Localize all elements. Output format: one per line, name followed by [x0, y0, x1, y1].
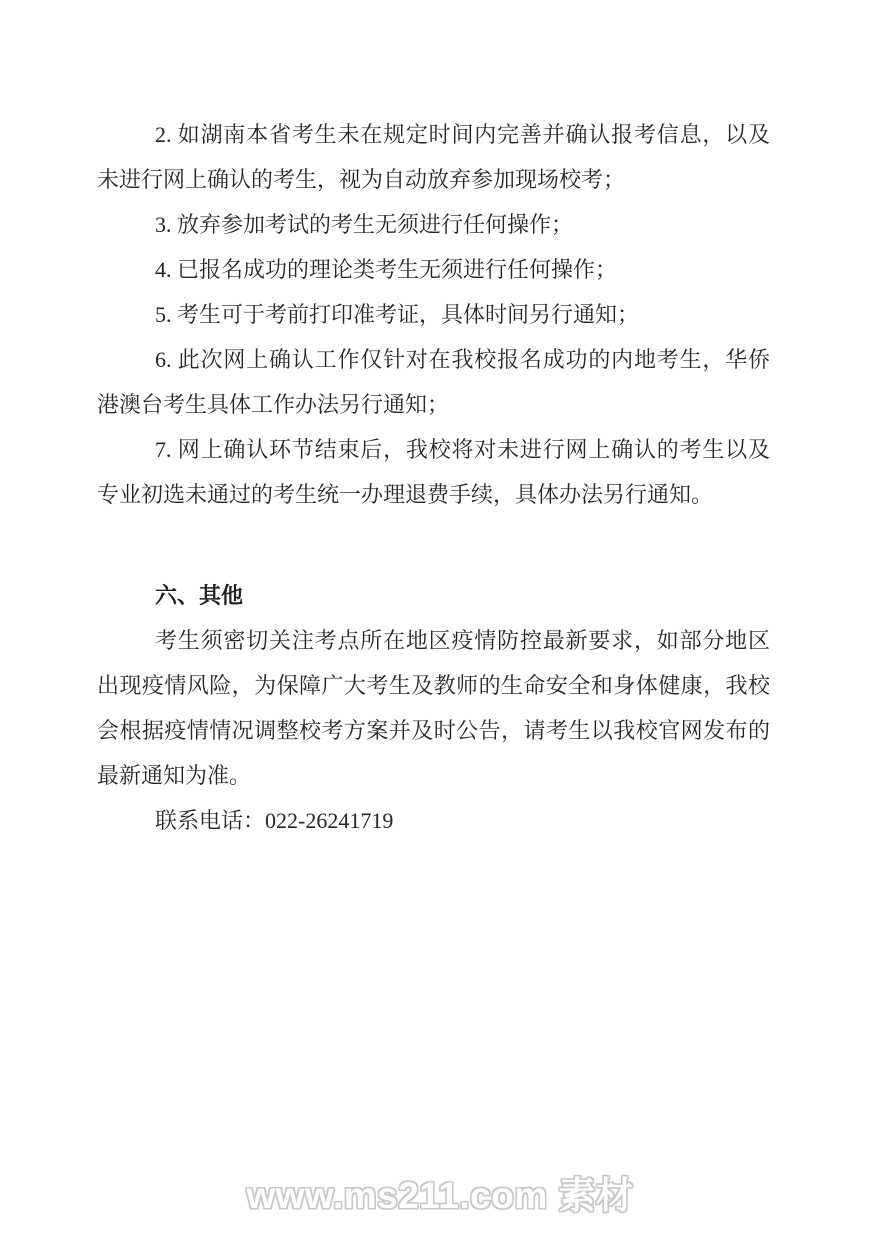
list-item-7: 7. 网上确认环节结束后，我校将对未进行网上确认的考生以及专业初选未通过的考生统一办理退费手续，具体办法另行通知。: [97, 437, 770, 507]
document-content: [97, 112, 770, 843]
list-item-2: 2. 如湖南本省考生未在规定时间内完善并确认报考信息，以及未进行网上确认的考生，视为自动放弃参加现场校考；: [97, 122, 770, 192]
contact-phone: 联系电话：022-26241719: [155, 808, 394, 833]
list-item-4: 4. 已报名成功的理论类考生无须进行任何操作；: [155, 257, 618, 282]
section-heading: 六、其他: [155, 583, 244, 608]
list-item-3: 3. 放弃参加考试的考生无须进行任何操作；: [155, 212, 574, 237]
body-paragraph: 考生须密切关注考点所在地区疫情防控最新要求，如部分地区出现疫情风险，为保障广大考生及教师的生命安全和身体健康，我校会根据疫情情况调整校考方案并及时公告，请考生以我校官网发布的最新通知为准。: [97, 628, 770, 788]
watermark: www.ms211.com 素材: [246, 1175, 634, 1216]
list-item-6: 6. 此次网上确认工作仅针对在我校报名成功的内地考生，华侨港澳台考生具体工作办法另行通知；: [97, 347, 770, 417]
list-item-5: 5. 考生可于考前打印准考证，具体时间另行通知；: [155, 302, 640, 327]
